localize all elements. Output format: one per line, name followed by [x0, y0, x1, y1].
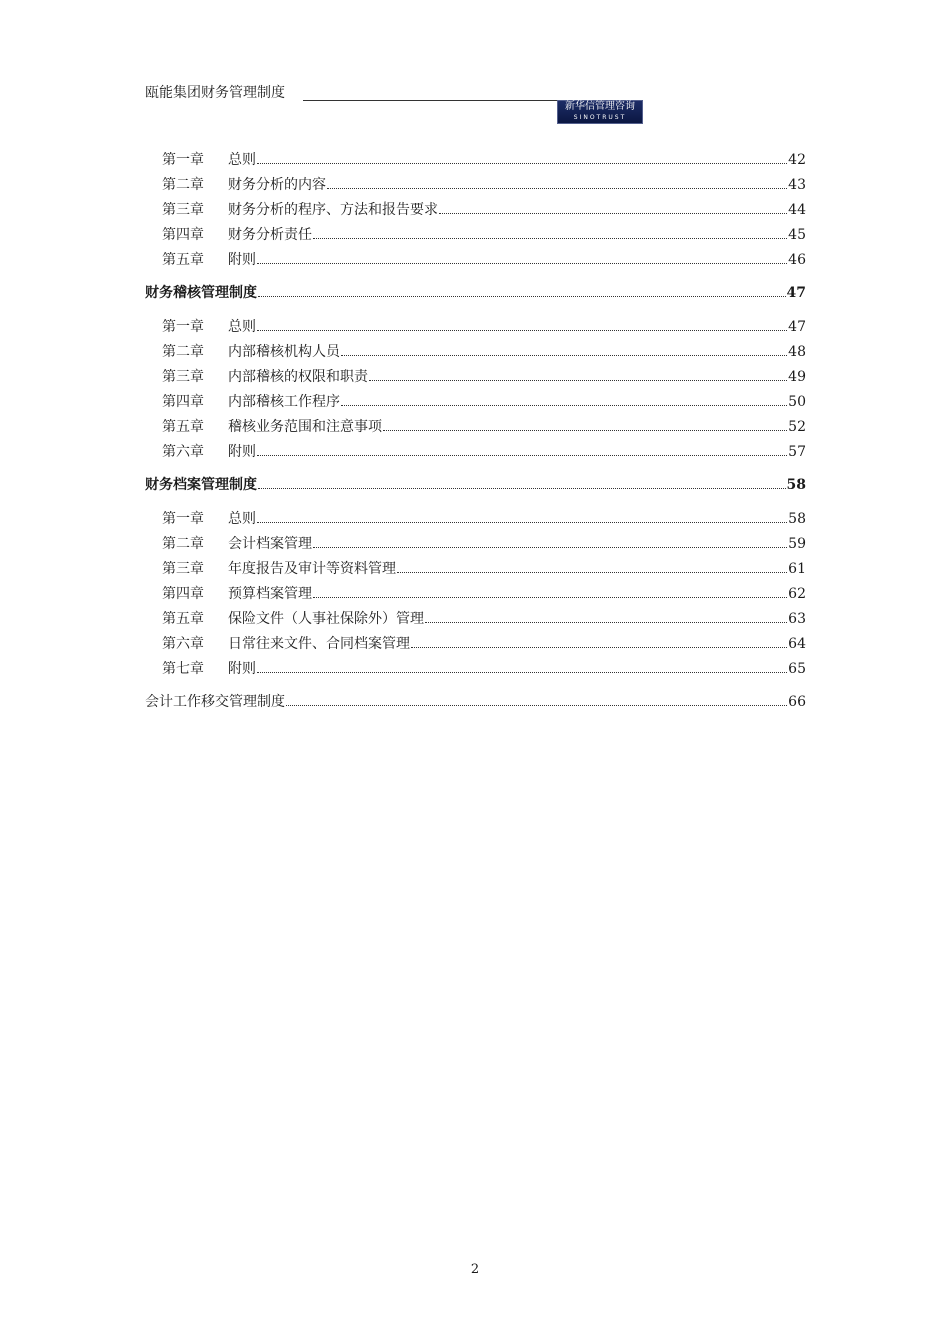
- toc-page-number: 52: [788, 419, 806, 435]
- toc-entry-title: 财务稽核管理制度: [145, 285, 257, 301]
- toc-chapter-number: 第六章: [162, 444, 204, 460]
- toc-chapter-number: 第四章: [162, 394, 204, 410]
- toc-section-entry[interactable]: [145, 283, 806, 317]
- toc-page-number: 58: [788, 511, 806, 527]
- toc-entry-title: 财务分析的内容: [228, 177, 326, 193]
- toc-page-number: 50: [788, 394, 806, 410]
- toc-dot-leader: [258, 295, 786, 297]
- toc-chapter-number: 第七章: [162, 661, 204, 677]
- toc-chapter-entry[interactable]: [145, 225, 806, 250]
- toc-dot-leader: [411, 646, 787, 648]
- toc-chapter-entry[interactable]: [145, 317, 806, 342]
- toc-dot-leader: [341, 404, 787, 406]
- toc-chapter-number: 第四章: [162, 586, 204, 602]
- toc-chapter-entry[interactable]: [145, 175, 806, 200]
- toc-entry-title: 财务分析责任: [228, 227, 312, 243]
- toc-chapter-entry[interactable]: [145, 659, 806, 684]
- toc-page-number: 45: [788, 227, 806, 243]
- toc-page-number: 58: [786, 477, 806, 493]
- toc-chapter-number: 第六章: [162, 636, 204, 652]
- toc-entry-title: 内部稽核机构人员: [228, 344, 340, 360]
- toc-dot-leader: [313, 237, 787, 239]
- table-of-contents: [145, 150, 806, 726]
- toc-chapter-number: 第一章: [162, 511, 204, 527]
- toc-chapter-entry[interactable]: [145, 342, 806, 367]
- toc-page-number: 42: [788, 152, 806, 168]
- toc-entry-title: 总则: [228, 511, 256, 527]
- logo-chinese-text: 新华信管理咨询: [565, 101, 635, 112]
- toc-entry-title: 附则: [228, 444, 256, 460]
- toc-dot-leader: [286, 704, 787, 706]
- toc-chapter-entry[interactable]: [145, 442, 806, 467]
- toc-dot-leader: [383, 429, 787, 431]
- toc-page-number: 64: [788, 636, 806, 652]
- toc-chapter-number: 第三章: [162, 369, 204, 385]
- toc-chapter-entry[interactable]: [145, 150, 806, 175]
- toc-page-number: 66: [788, 694, 806, 710]
- toc-page-number: 65: [788, 661, 806, 677]
- toc-dot-leader: [258, 487, 786, 489]
- toc-dot-leader: [439, 212, 787, 214]
- toc-dot-leader: [257, 521, 787, 523]
- page-header: [145, 84, 645, 126]
- toc-entry-title: 总则: [228, 319, 256, 335]
- toc-chapter-entry[interactable]: [145, 584, 806, 609]
- toc-entry-title: 预算档案管理: [228, 586, 312, 602]
- toc-chapter-number: 第二章: [162, 536, 204, 552]
- toc-entry-title: 日常往来文件、合同档案管理: [228, 636, 410, 652]
- toc-dot-leader: [257, 454, 787, 456]
- toc-chapter-number: 第五章: [162, 252, 204, 268]
- toc-entry-title: 会计档案管理: [228, 536, 312, 552]
- toc-page-number: 43: [788, 177, 806, 193]
- toc-chapter-entry[interactable]: [145, 417, 806, 442]
- toc-page-number: 49: [788, 369, 806, 385]
- toc-chapter-entry[interactable]: [145, 367, 806, 392]
- toc-entry-title: 会计工作移交管理制度: [145, 694, 285, 710]
- toc-page-number: 62: [788, 586, 806, 602]
- toc-entry-title: 财务分析的程序、方法和报告要求: [228, 202, 438, 218]
- toc-dot-leader: [425, 621, 787, 623]
- toc-page-number: 44: [788, 202, 806, 218]
- toc-chapter-number: 第一章: [162, 319, 204, 335]
- toc-dot-leader: [327, 187, 787, 189]
- toc-entry-title: 保险文件（人事社保除外）管理: [228, 611, 424, 627]
- toc-chapter-entry[interactable]: [145, 200, 806, 225]
- toc-chapter-number: 第二章: [162, 344, 204, 360]
- toc-page-number: 57: [788, 444, 806, 460]
- toc-chapter-number: 第一章: [162, 152, 204, 168]
- toc-dot-leader: [257, 262, 787, 264]
- toc-entry-title: 年度报告及审计等资料管理: [228, 561, 396, 577]
- toc-chapter-entry[interactable]: [145, 250, 806, 275]
- toc-chapter-entry[interactable]: [145, 634, 806, 659]
- page-number: 2: [470, 1262, 480, 1277]
- toc-dot-leader: [369, 379, 787, 381]
- header-rule: [303, 100, 558, 101]
- logo-english-text: SINOTRUST: [573, 114, 627, 121]
- toc-section-entry[interactable]: [145, 475, 806, 509]
- toc-entry-title: 财务档案管理制度: [145, 477, 257, 493]
- toc-page-number: 47: [788, 319, 806, 335]
- toc-chapter-number: 第四章: [162, 227, 204, 243]
- toc-chapter-entry[interactable]: [145, 509, 806, 534]
- toc-chapter-number: 第三章: [162, 202, 204, 218]
- toc-chapter-entry[interactable]: [145, 534, 806, 559]
- toc-chapter-entry[interactable]: [145, 609, 806, 634]
- toc-entry-title: 内部稽核的权限和职责: [228, 369, 368, 385]
- toc-dot-leader: [257, 329, 787, 331]
- toc-section-entry[interactable]: [145, 692, 806, 726]
- toc-page-number: 46: [788, 252, 806, 268]
- toc-dot-leader: [397, 571, 787, 573]
- toc-dot-leader: [341, 354, 787, 356]
- toc-entry-title: 稽核业务范围和注意事项: [228, 419, 382, 435]
- toc-page-number: 61: [788, 561, 806, 577]
- toc-entry-title: 内部稽核工作程序: [228, 394, 340, 410]
- toc-entry-title: 总则: [228, 152, 256, 168]
- toc-chapter-number: 第五章: [162, 611, 204, 627]
- toc-page-number: 59: [788, 536, 806, 552]
- sinotrust-logo: [557, 100, 643, 124]
- toc-chapter-entry[interactable]: [145, 392, 806, 417]
- toc-entry-title: 附则: [228, 661, 256, 677]
- toc-dot-leader: [313, 596, 787, 598]
- toc-page-number: 48: [788, 344, 806, 360]
- toc-chapter-number: 第三章: [162, 561, 204, 577]
- toc-dot-leader: [257, 162, 787, 164]
- toc-chapter-number: 第二章: [162, 177, 204, 193]
- toc-chapter-number: 第五章: [162, 419, 204, 435]
- header-title: 瓯能集团财务管理制度: [145, 85, 285, 101]
- toc-page-number: 63: [788, 611, 806, 627]
- toc-chapter-entry[interactable]: [145, 559, 806, 584]
- toc-dot-leader: [257, 671, 787, 673]
- toc-dot-leader: [313, 546, 787, 548]
- toc-entry-title: 附则: [228, 252, 256, 268]
- toc-page-number: 47: [786, 285, 806, 301]
